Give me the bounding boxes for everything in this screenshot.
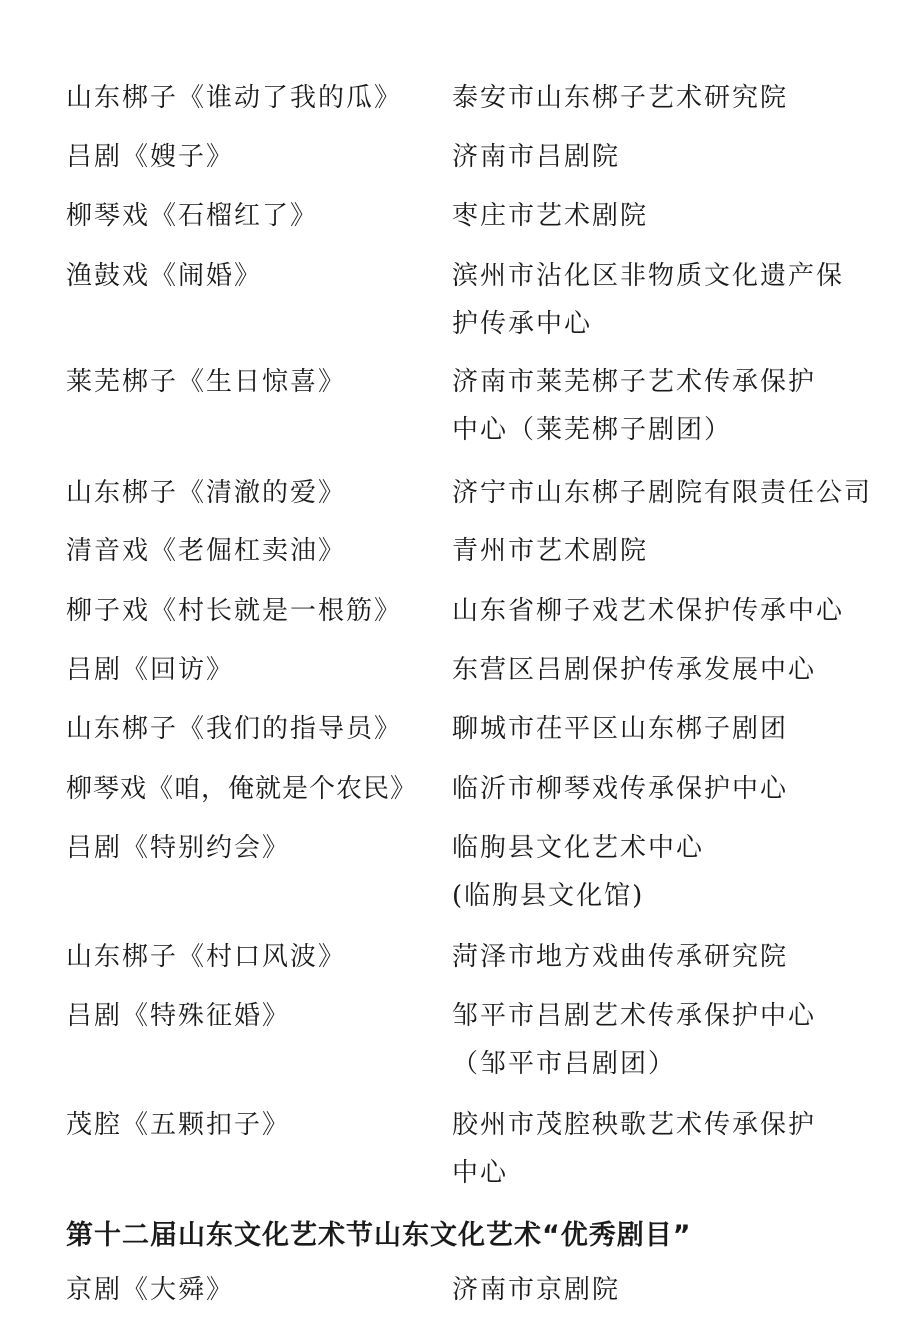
organization xyxy=(452,533,872,581)
organization-line: 临朐县文化艺术中心 xyxy=(452,833,705,863)
organization xyxy=(452,711,872,759)
organization xyxy=(452,939,872,987)
play-title: 吕剧《特殊征婚》 xyxy=(66,1001,291,1031)
play-title: 山东梆子《谁动了我的瓜》 xyxy=(66,83,403,113)
organization xyxy=(452,652,872,700)
organization-line: 青州市艺术剧院 xyxy=(452,536,649,566)
play-title: 山东梆子《我们的指导员》 xyxy=(66,714,403,744)
organization-line: 济南市莱芜梆子艺术传承保护 xyxy=(452,367,817,397)
organization xyxy=(452,198,872,246)
organization-line: 东营区吕剧保护传承发展中心 xyxy=(452,655,817,685)
organization-line: 泰安市山东梆子艺术研究院 xyxy=(452,83,789,113)
section-heading: 第十二届山东文化艺术节山东文化艺术“优秀剧目” xyxy=(66,1220,692,1251)
play-title: 吕剧《嫂子》 xyxy=(66,142,235,172)
organization xyxy=(452,139,872,187)
organization-line: 枣庄市艺术剧院 xyxy=(452,201,649,231)
play-title: 柳琴戏《咱，俺就是个农民》 xyxy=(66,774,418,804)
organization xyxy=(452,475,872,523)
organization-line: 临沂市柳琴戏传承保护中心 xyxy=(452,774,789,804)
organization-line: 聊城市茌平区山东梆子剧团 xyxy=(452,714,789,744)
play-title: 柳琴戏《石榴红了》 xyxy=(66,201,319,231)
play-title: 吕剧《特别约会》 xyxy=(66,833,291,863)
organization xyxy=(452,771,872,819)
organization-line: 济南市吕剧院 xyxy=(452,142,621,172)
play-title: 渔鼓戏《闹婚》 xyxy=(66,261,263,291)
play-title: 吕剧《回访》 xyxy=(66,655,235,685)
play-title: 山东梆子《清澈的爱》 xyxy=(66,478,347,508)
organization-line: 济宁市山东梆子剧院有限责任公司 xyxy=(452,478,873,508)
organization xyxy=(452,1272,872,1320)
organization-line: 中心 xyxy=(452,1158,509,1188)
organization-line: 滨州市沾化区非物质文化遗产保 xyxy=(452,261,845,291)
organization xyxy=(452,998,872,1094)
play-title: 清音戏《老倔杠卖油》 xyxy=(66,536,347,566)
play-title: 京剧《大舜》 xyxy=(66,1275,235,1305)
organization-line: 邹平市吕剧艺术传承保护中心 xyxy=(452,1001,817,1031)
play-title: 茂腔《五颗扣子》 xyxy=(66,1110,291,1140)
organization-line: 菏泽市地方戏曲传承研究院 xyxy=(452,942,789,972)
organization xyxy=(452,364,872,460)
organization-line: 中心（莱芜梆子剧团） xyxy=(452,415,733,445)
organization-line: 山东省柳子戏艺术保护传承中心 xyxy=(452,596,845,626)
organization xyxy=(452,258,872,354)
organization-line: 护传承中心 xyxy=(452,309,593,339)
play-title: 山东梆子《村口风波》 xyxy=(66,942,347,972)
organization-line: 胶州市茂腔秧歌艺术传承保护 xyxy=(452,1110,817,1140)
organization-line: （邹平市吕剧团） xyxy=(452,1049,677,1079)
organization xyxy=(452,593,872,641)
organization-line: (临朐县文化馆) xyxy=(452,881,645,911)
organization xyxy=(452,80,872,128)
organization-line: 济南市京剧院 xyxy=(452,1275,621,1305)
play-title: 莱芜梆子《生日惊喜》 xyxy=(66,367,347,397)
organization xyxy=(452,830,872,926)
organization xyxy=(452,1107,872,1203)
play-title: 柳子戏《村长就是一根筋》 xyxy=(66,596,403,626)
